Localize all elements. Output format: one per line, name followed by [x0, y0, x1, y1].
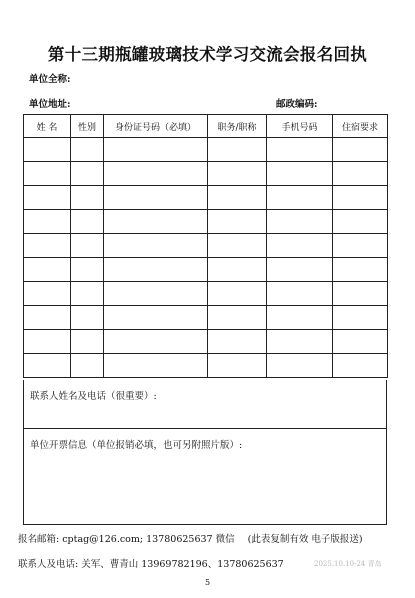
- table-cell[interactable]: [267, 210, 333, 234]
- table-cell[interactable]: [71, 186, 104, 210]
- table-cell[interactable]: [71, 282, 104, 306]
- page-number: 5: [204, 578, 211, 587]
- table-cell[interactable]: [24, 330, 71, 354]
- table-cell[interactable]: [104, 330, 208, 354]
- table-cell[interactable]: [333, 234, 388, 258]
- table-cell[interactable]: [208, 258, 267, 282]
- table-cell[interactable]: [24, 234, 71, 258]
- table-cell[interactable]: [104, 258, 208, 282]
- table-cell[interactable]: [267, 162, 333, 186]
- table-cell[interactable]: [208, 282, 267, 306]
- table-cell[interactable]: [208, 354, 267, 378]
- table-row: [24, 282, 388, 306]
- table-row: [24, 210, 388, 234]
- header-name: 姓 名: [24, 115, 71, 138]
- table-cell[interactable]: [71, 162, 104, 186]
- registration-table: [23, 114, 388, 378]
- table-cell[interactable]: [208, 162, 267, 186]
- table-cell[interactable]: [333, 330, 388, 354]
- table-cell[interactable]: [24, 354, 71, 378]
- form-title: 第十三期瓶罐玻璃技术学习交流会报名回执: [47, 45, 368, 64]
- table-cell[interactable]: [267, 186, 333, 210]
- table-row: [24, 138, 388, 162]
- table-cell[interactable]: [104, 282, 208, 306]
- contact-section-label: 联系人姓名及电话（很重要）:: [30, 391, 157, 402]
- table-cell[interactable]: [267, 282, 333, 306]
- footer-contact-line: 联系人及电话: 关军、曹青山 13969782196、13780625637: [18, 559, 284, 570]
- table-cell[interactable]: [71, 234, 104, 258]
- table-cell[interactable]: [267, 306, 333, 330]
- table-cell[interactable]: [208, 330, 267, 354]
- table-cell[interactable]: [104, 138, 208, 162]
- table-cell[interactable]: [267, 234, 333, 258]
- unit-name-label: 单位全称:: [29, 74, 71, 85]
- table-cell[interactable]: [71, 258, 104, 282]
- table-cell[interactable]: [208, 138, 267, 162]
- table-cell[interactable]: [104, 162, 208, 186]
- table-cell[interactable]: [24, 138, 71, 162]
- unit-address-label: 单位地址:: [29, 99, 71, 110]
- table-cell[interactable]: [267, 258, 333, 282]
- table-cell[interactable]: [333, 210, 388, 234]
- invoice-section-label: 单位开票信息（单位报销必填，也可另附照片版）:: [30, 440, 243, 451]
- table-cell[interactable]: [24, 282, 71, 306]
- table-cell[interactable]: [333, 138, 388, 162]
- header-mobile: 手机号码: [267, 115, 333, 138]
- table-cell[interactable]: [267, 138, 333, 162]
- table-cell[interactable]: [333, 306, 388, 330]
- table-cell[interactable]: [208, 306, 267, 330]
- table-cell[interactable]: [71, 354, 104, 378]
- table-cell[interactable]: [71, 330, 104, 354]
- table-cell[interactable]: [24, 306, 71, 330]
- table-cell[interactable]: [267, 354, 333, 378]
- header-id-number: 身份证号码（必填）: [104, 115, 208, 138]
- copy-note: (此表复制有效 电子版报送): [247, 534, 363, 545]
- table-cell[interactable]: [208, 186, 267, 210]
- table-cell[interactable]: [71, 306, 104, 330]
- date-stamp: 2025.10.10-24 青岛: [314, 560, 382, 568]
- table-row: [24, 330, 388, 354]
- table-row: [24, 354, 388, 378]
- table-cell[interactable]: [333, 354, 388, 378]
- table-cell[interactable]: [24, 162, 71, 186]
- table-cell[interactable]: [104, 306, 208, 330]
- table-row: [24, 306, 388, 330]
- invoice-section: [23, 429, 387, 525]
- table-row: [24, 186, 388, 210]
- table-cell[interactable]: [24, 186, 71, 210]
- table-cell[interactable]: [333, 162, 388, 186]
- table-body: [24, 138, 388, 378]
- table-cell[interactable]: [71, 210, 104, 234]
- table-row: [24, 162, 388, 186]
- contact-section: [23, 380, 387, 429]
- table-cell[interactable]: [24, 258, 71, 282]
- postcode-label: 邮政编码:: [276, 99, 318, 110]
- email-line-text: 报名邮箱: cptag@126.com; 13780625637 微信: [18, 534, 235, 545]
- table-cell[interactable]: [104, 210, 208, 234]
- table-cell[interactable]: [333, 282, 388, 306]
- header-position: 职务/职称: [208, 115, 267, 138]
- footer-email-line: [18, 531, 363, 545]
- table-cell[interactable]: [208, 234, 267, 258]
- header-gender: 性别: [71, 115, 104, 138]
- table-row: [24, 234, 388, 258]
- table-header-row: [24, 115, 388, 138]
- table-cell[interactable]: [104, 234, 208, 258]
- table-cell[interactable]: [104, 354, 208, 378]
- table-cell[interactable]: [267, 330, 333, 354]
- table-cell[interactable]: [24, 210, 71, 234]
- header-accommodation: 住宿要求: [333, 115, 388, 138]
- table-cell[interactable]: [333, 186, 388, 210]
- table-cell[interactable]: [333, 258, 388, 282]
- table-cell[interactable]: [104, 186, 208, 210]
- table-row: [24, 258, 388, 282]
- table-cell[interactable]: [71, 138, 104, 162]
- table-cell[interactable]: [208, 210, 267, 234]
